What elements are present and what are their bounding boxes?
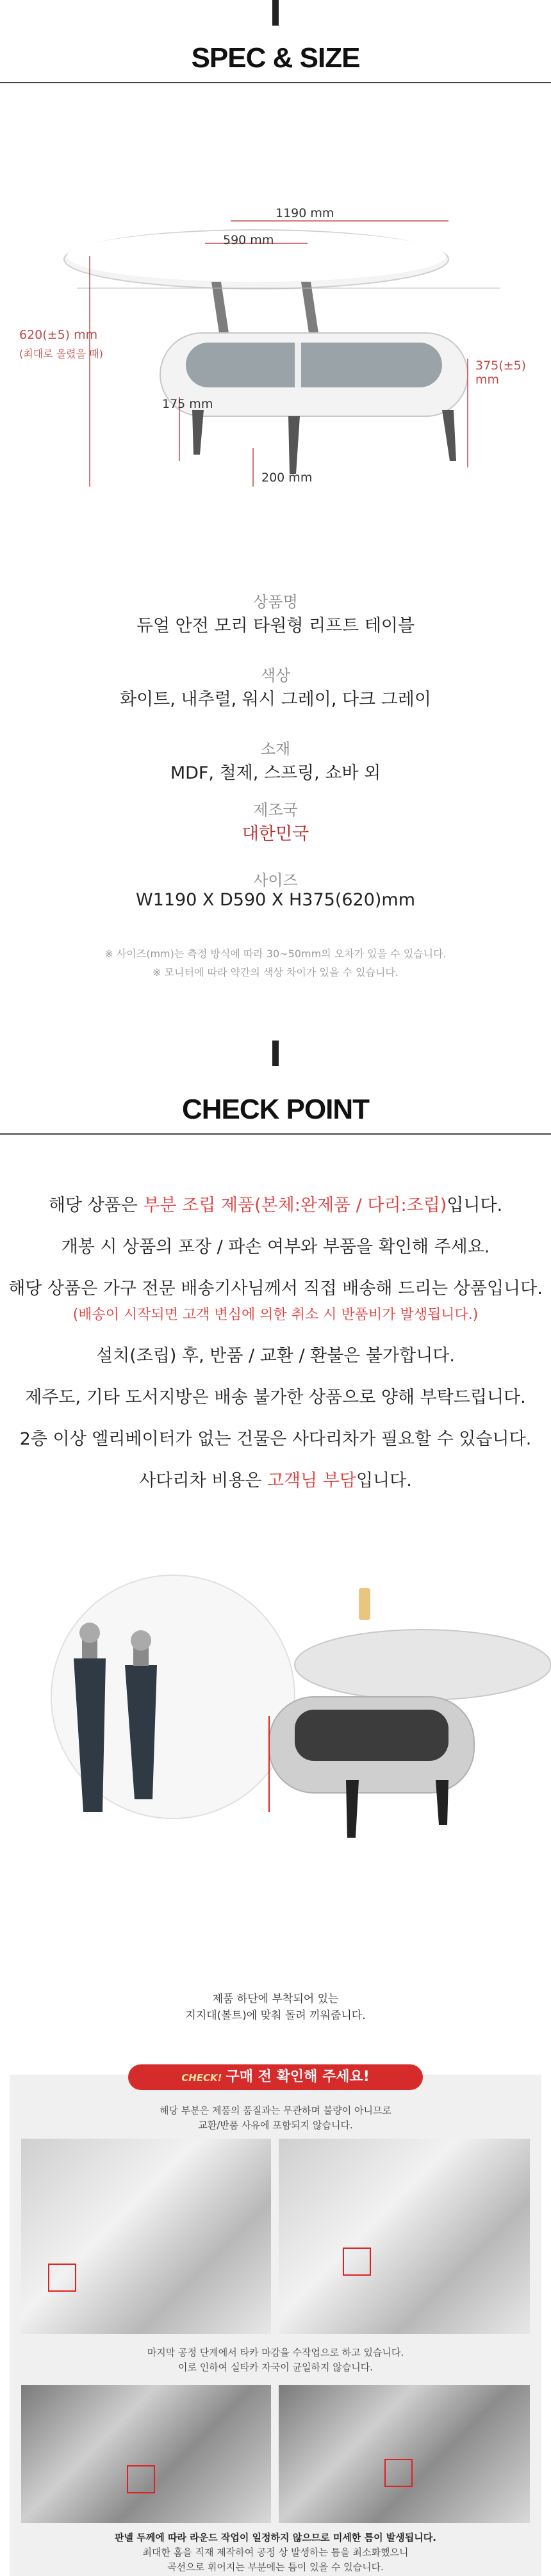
spec-value-name: 듀얼 안전 모리 타원형 리프트 테이블 — [136, 616, 415, 636]
detail-photo-3 — [21, 2385, 271, 2523]
dim-height-normal: 375(±5) mm — [475, 359, 527, 387]
checkpoint-line-3: 해당 상품은 가구 전문 배송기사님께서 직접 배송해 드리는 상품입니다. — [8, 1279, 543, 1299]
highlight-box — [384, 2459, 413, 2487]
spec-value-material: MDF, 철제, 스프링, 쇼바 외 — [170, 763, 381, 783]
highlight-box — [48, 2264, 76, 2292]
notice-bottom-2: 최대한 홈을 직재 제작하여 공정 상 발생하는 틈을 최소화했으니 — [142, 2547, 409, 2558]
checkpoint-line-1: 해당 상품은 부분 조립 제품(본체:완제품 / 다리:조립)입니다. — [48, 1195, 503, 1215]
notice-mid-1: 마지막 공정 단계에서 타카 마감을 수작업으로 하고 있습니다. — [147, 2347, 404, 2358]
divider — [0, 1133, 551, 1135]
spec-heading: SPEC & SIZE — [191, 42, 360, 74]
detail-photo-4 — [279, 2385, 530, 2523]
spec-label-material: 소재 — [260, 740, 291, 758]
spec-value-size: W1190 X D590 X H375(620)mm — [135, 890, 416, 910]
notice-bottom-3: 곡선으로 휘어지는 부분에는 틈이 있을 수 있습니다. — [167, 2561, 384, 2573]
dim-clearance: 200 mm — [261, 471, 313, 485]
checkpoint-line-2: 개봉 시 상품의 포장 / 파손 여부와 부품을 확인해 주세요. — [61, 1237, 490, 1257]
spec-label-origin: 제조국 — [253, 801, 298, 819]
checkpoint-line-8: 사다리차 비용은 고객님 부담입니다. — [139, 1471, 412, 1491]
checkpoint-line-4: (배송이 시작되면 고객 변심에 의한 취소 시 반품비가 발생됩니다.) — [72, 1307, 479, 1323]
spec-value-origin: 대한민국 — [242, 824, 309, 844]
spec-label-name: 상품명 — [253, 593, 298, 611]
checkpoint-heading: CHECK POINT — [181, 1094, 370, 1125]
dim-inner-height: 175 mm — [162, 397, 213, 411]
assembly-illustration — [13, 1569, 551, 1889]
dim-height-raised: 620(±5) mm — [19, 328, 98, 342]
checkpoint-line-7: 2층 이상 엘리베이터가 없는 건물은 사다리차가 필요할 수 있습니다. — [19, 1429, 532, 1449]
section-marker — [272, 1041, 279, 1066]
detail-photo-1 — [21, 2139, 271, 2334]
dim-width-half: 590 mm — [223, 233, 274, 247]
highlight-box — [127, 2465, 155, 2493]
storage-compartment — [186, 343, 442, 387]
notice-badge — [128, 2064, 423, 2090]
spec-label-size: 사이즈 — [253, 871, 298, 889]
check-badge-text: CHECK! — [181, 2072, 222, 2084]
notice-intro-2: 교환/반품 사유에 포함되지 않습니다. — [198, 2119, 353, 2131]
spec-note-1: ※ 사이즈(mm)는 측정 방식에 따라 30~50mm의 오차가 있을 수 있습니다. — [104, 948, 447, 960]
table-leg — [74, 1658, 106, 1812]
dim-width-top: 1190 mm — [276, 206, 334, 220]
spec-note-2: ※ 모니터에 따라 약간의 색상 차이가 있을 수 있습니다. — [152, 966, 399, 978]
spec-value-color: 화이트, 내추럴, 워시 그레이, 다크 그레이 — [120, 690, 431, 709]
detail-photo-2 — [279, 2139, 530, 2334]
leg-caption-2: 지지대(볼트)에 맞춰 돌려 끼워줍니다. — [185, 2009, 366, 2022]
notice-mid-2: 이로 인하여 실타카 자국이 균일하지 않습니다. — [178, 2361, 373, 2373]
notice-intro-1: 해당 부분은 제품의 품질과는 무관하며 불량이 아니므로 — [160, 2105, 391, 2116]
highlight-box — [343, 2248, 371, 2276]
notice-bottom-1: 판넬 두께에 따라 라운드 작업이 일정하지 않으므로 미세한 틈이 발생됩니다. — [115, 2532, 436, 2543]
table-dimension-diagram — [0, 90, 551, 499]
checkpoint-line-6: 제주도, 기타 도서지방은 배송 불가한 상품으로 양해 부탁드립니다. — [25, 1388, 526, 1407]
section-marker — [272, 0, 279, 26]
leg-caption-1: 제품 하단에 부착되어 있는 — [212, 1993, 339, 2005]
divider — [0, 82, 551, 83]
notice-title: 구매 전 확인해 주세요! — [226, 2069, 370, 2085]
spec-label-color: 색상 — [260, 667, 291, 685]
dim-height-raised-note: (최대로 올렸을 때) — [19, 348, 103, 360]
checkpoint-line-5: 설치(조립) 후, 반품 / 교환 / 환불은 불가합니다. — [96, 1346, 455, 1366]
